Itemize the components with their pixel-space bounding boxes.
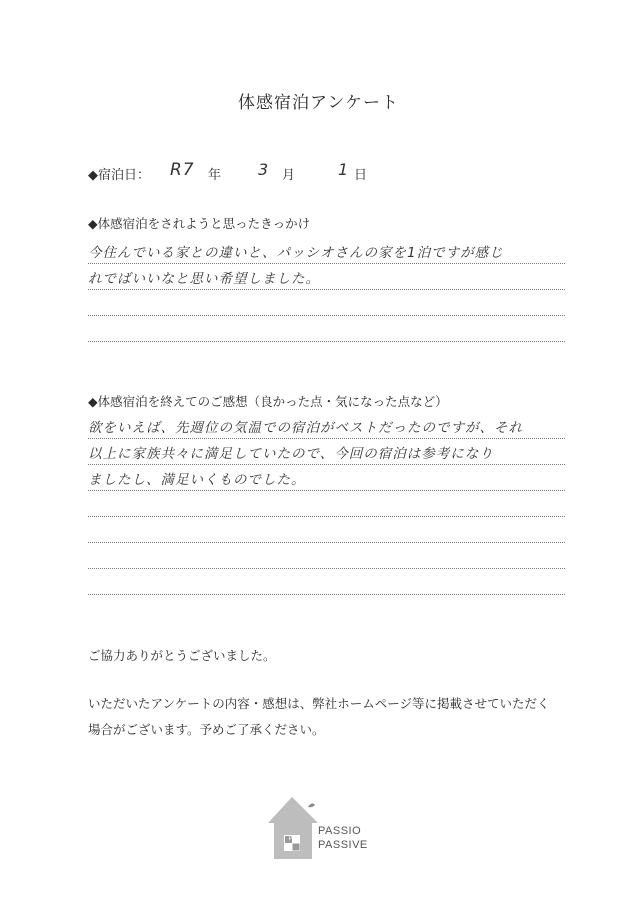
answer-line [88, 569, 565, 595]
q1-label: ◆体感宿泊をされようと思ったきっかけ [88, 216, 311, 231]
stay-date-label: ◆宿泊日： [88, 168, 150, 183]
answer-line [88, 290, 565, 316]
q2-answer-lines [88, 413, 565, 595]
stay-date-day-value: 1 [338, 160, 350, 179]
handwritten-text: 欲をいえば、先週位の気温での宿泊がベストだったのですが、それ [88, 420, 523, 436]
handwritten-text: れでばいいなと思い希望しました。 [88, 271, 320, 287]
company-logo [262, 793, 382, 863]
answer-line [88, 543, 565, 569]
handwritten-text: 以上に家族共々に満足していたので、今回の宿泊は参考になり [88, 446, 494, 462]
stay-date-year-value: R7 [170, 160, 195, 180]
q1-answer-lines [88, 238, 565, 342]
answer-line [88, 439, 565, 465]
page-title: 体感宿泊アンケート [238, 93, 399, 113]
notice-line-2: 場合がございます。予めご了承ください。 [88, 722, 325, 737]
thanks-text: ご協力ありがとうございました。 [88, 648, 276, 663]
stay-date-month-unit: 月 [282, 168, 296, 183]
stay-date-month-value: 3 [258, 160, 270, 179]
answer-line [88, 517, 565, 543]
notice-line-1: いただいたアンケートの内容・感想は、弊社ホームページ等に掲載させていただく [88, 696, 550, 711]
answer-line [88, 413, 565, 439]
handwritten-text: ましたし、満足いくものでした。 [88, 472, 306, 488]
stay-date-day-unit: 日 [354, 168, 368, 183]
answer-line [88, 465, 565, 491]
answer-line [88, 316, 565, 342]
answer-line [88, 491, 565, 517]
logo-text-line-2: PASSIVE [318, 839, 368, 851]
handwritten-text: 今住んでいる家との違いと、パッシオさんの家を1泊ですが感じ [88, 245, 504, 261]
answer-line [88, 264, 565, 290]
q2-label: ◆体感宿泊を終えてのご感想（良かった点・気になった点など） [88, 394, 448, 409]
logo-mark-letters: P P [288, 836, 296, 850]
house-logo-icon [262, 793, 322, 863]
stay-date-year-unit: 年 [208, 168, 222, 183]
answer-line [88, 238, 565, 264]
logo-text-line-1: PASSIO [318, 825, 362, 837]
